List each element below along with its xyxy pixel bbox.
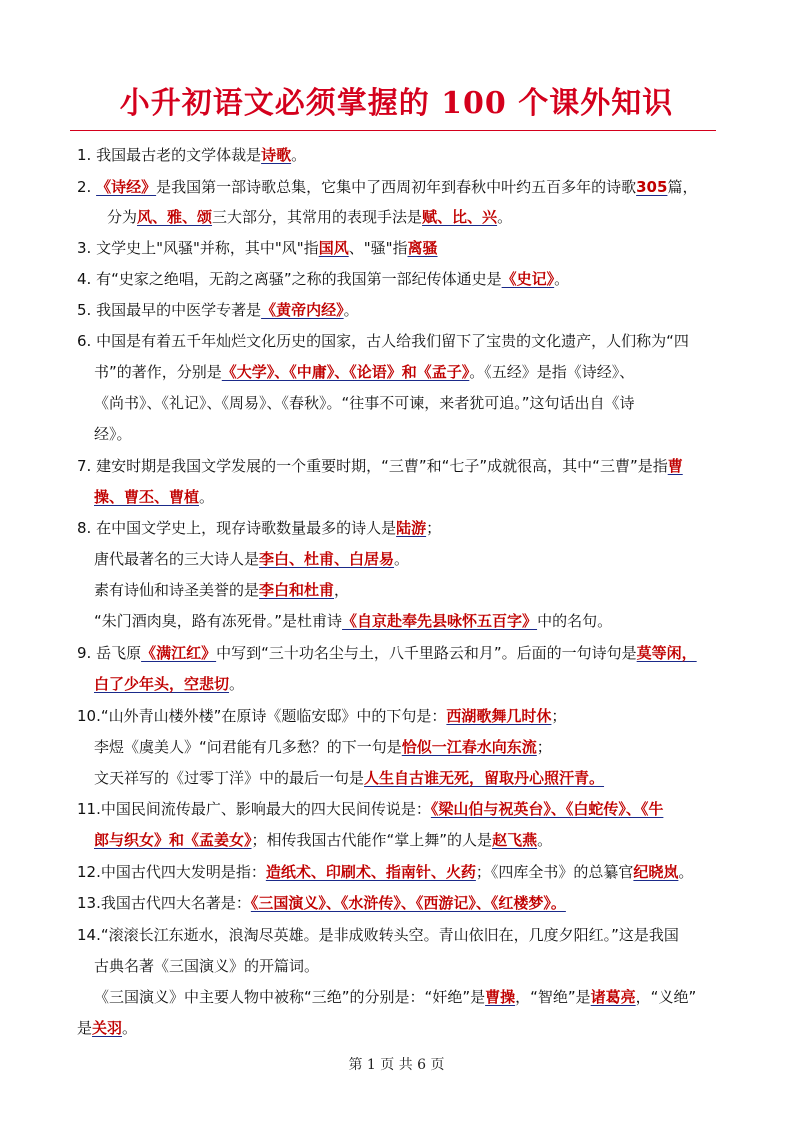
line-text: 《尚书》、《礼记》、《周易》、《春秋》。“往事不可谏，来者犹可追。”这句话出自《诗 (94, 394, 635, 412)
key-answer: 《自京赴奉先县咏怀五百字》 (342, 612, 538, 630)
key-answer: 曹操 (485, 988, 516, 1006)
line-text: 11.中国民间流传最广、影响最大的四大民间传说是： (77, 800, 431, 818)
line-text: 13.我国古代四大名著是： (77, 894, 251, 912)
text-line (94, 549, 409, 569)
line-text: 是我国第一部诗歌总集，它集中了西周初年到春秋中叶约五百多年的诗歌 (156, 178, 637, 196)
key-answer: 人生自古谁无死，留取丹心照汗青。 (364, 769, 605, 787)
key-answer: 《三国演义》、《水浒传》、《西游记》、《红楼梦》。 (250, 894, 566, 912)
key-answer: 操、曹丕、曹植 (94, 488, 200, 506)
key-answer: 《诗经》 (96, 178, 157, 196)
line-text: 。 (229, 675, 245, 693)
line-text: 4. 有“史家之绝唱，无韵之离骚”之称的我国第一部纪传体通史是 (77, 270, 502, 288)
line-text: ， (334, 581, 350, 599)
line-text: 。 (394, 550, 410, 568)
line-text: ，“智绝”是 (515, 988, 591, 1006)
line-text: 9. 岳飞原 (77, 644, 142, 662)
key-answer: 赋、比、兴 (422, 208, 498, 226)
line-text: 唐代最著名的三大诗人是 (94, 550, 260, 568)
text-line (107, 207, 512, 227)
text-line (77, 456, 683, 476)
key-answer: 李白和杜甫 (259, 581, 335, 599)
text-line (77, 893, 566, 913)
key-answer: 离骚 (407, 239, 438, 257)
line-text: 。 (343, 301, 359, 319)
text-line (94, 674, 244, 694)
key-answer: 莫等闲， (636, 644, 697, 662)
key-answer: 《黄帝内经》 (261, 301, 344, 319)
text-line (94, 830, 552, 850)
text-line (77, 269, 569, 289)
line-text: ； (426, 519, 442, 537)
line-text: 6. 中国是有着五千年灿烂文化历史的国家，古人给我们留下了宝贵的文化遗产，人们称为“四 (77, 332, 689, 350)
line-text: 文天祥写的《过零丁洋》中的最后一句是 (94, 769, 365, 787)
key-answer: 郎与织女》和《孟姜女》 (94, 831, 252, 849)
text-line (94, 362, 634, 382)
line-text: 篇， (667, 178, 698, 196)
text-line (94, 611, 612, 631)
line-text: 5. 我国最早的中医学专著是 (77, 301, 262, 319)
text-line (77, 238, 438, 258)
text-line (94, 737, 552, 757)
text-line (94, 987, 696, 1007)
line-text: 8. 在中国文学史上，现存诗歌数量最多的诗人是 (77, 519, 397, 537)
key-answer: 国风 (318, 239, 349, 257)
line-text: 。 (554, 270, 570, 288)
text-line (94, 956, 319, 976)
text-line (77, 1018, 137, 1038)
text-line (94, 487, 214, 507)
line-text: ； (536, 738, 552, 756)
line-text: 。 (199, 488, 215, 506)
key-answer: 305 (636, 178, 668, 196)
text-line (77, 518, 441, 538)
line-text: 《三国演义》中主要人物中被称“三绝”的分别是：“奸绝”是 (94, 988, 486, 1006)
key-answer: 《史记》 (501, 270, 555, 288)
text-line (77, 862, 693, 882)
line-text: 三大部分，其常用的表现手法是 (212, 208, 423, 226)
key-answer: 李白、杜甫、白居易 (259, 550, 395, 568)
line-text: 。 (291, 146, 307, 164)
line-text: ，“义绝” (635, 988, 697, 1006)
key-answer: 恰似一江春水向东流 (401, 738, 537, 756)
line-text: 1. 我国最古老的文学体裁是 (77, 146, 262, 164)
text-line (94, 580, 349, 600)
line-text: 中写到“三十功名尘与土，八千里路云和月”。后面的一句诗句是 (216, 644, 637, 662)
page-title: 小升初语文必须掌握的 100 个课外知识 (119, 86, 674, 121)
text-line (77, 925, 679, 945)
line-text: 。 (537, 831, 553, 849)
line-text: ； (551, 707, 567, 725)
line-text: 10.“山外青山楼外楼”在原诗《题临安邸》中的下句是： (77, 707, 447, 725)
title-divider (70, 130, 716, 131)
key-answer: 西湖歌舞几时休 (446, 707, 552, 725)
key-answer: 关羽 (92, 1019, 123, 1037)
key-answer: 《梁山伯与祝英台》、《白蛇传》、《牛 (430, 800, 664, 818)
line-text: 12.中国古代四大发明是指： (77, 863, 266, 881)
line-text: 素有诗仙和诗圣美誉的是 (94, 581, 260, 599)
line-text: 。 (678, 863, 694, 881)
line-text: 。《五经》是指《诗经》、 (469, 363, 635, 381)
line-text: 。 (122, 1019, 138, 1037)
key-answer: 风、雅、颂 (137, 208, 213, 226)
line-text: 中的名句。 (537, 612, 613, 630)
key-answer: 《大学》、《中庸》、《论语》和《孟子》 (221, 363, 470, 381)
key-answer: 纪晓岚 (633, 863, 679, 881)
key-answer: 诸葛亮 (590, 988, 636, 1006)
key-answer: 造纸术、印刷术、指南针、火药 (265, 863, 476, 881)
key-answer: 白了少年头，空悲切 (94, 675, 230, 693)
text-line (94, 424, 132, 444)
text-line (77, 643, 697, 663)
line-text: 书”的著作，分别是 (94, 363, 222, 381)
line-text: 李煜《虞美人》“问君能有几多愁？的下一句是 (94, 738, 402, 756)
line-text: “朱门酒肉臭，路有冻死骨。”是杜甫诗 (94, 612, 343, 630)
text-line (77, 706, 566, 726)
text-line (77, 177, 697, 197)
line-text: ；《四库全书》的总纂官 (475, 863, 634, 881)
page-footer: 第 1 页 共 6 页 (348, 1057, 445, 1073)
key-answer: 《满江红》 (141, 644, 217, 662)
line-text: 、"骚"指 (348, 239, 408, 257)
key-answer: 赵飞燕 (492, 831, 538, 849)
key-answer: 诗歌 (261, 146, 292, 164)
text-line (94, 768, 604, 788)
line-text: 分为 (107, 208, 138, 226)
line-text: 14.“滚滚长江东逝水，浪淘尽英雄。是非成败转头空。青山依旧在，几度夕阳红。”这是我国 (77, 926, 679, 944)
line-text: 。 (497, 208, 513, 226)
text-line (77, 145, 306, 165)
key-answer: 曹 (667, 457, 683, 475)
line-text: 古典名著《三国演义》的开篇词。 (94, 957, 320, 975)
line-text: 经》。 (94, 425, 132, 443)
line-text: 7. 建安时期是我国文学发展的一个重要时期，“三曹”和“七子”成就很高，其中“三曹”是指 (77, 457, 668, 475)
text-line (77, 331, 689, 351)
text-line (77, 300, 359, 320)
line-text: 2. (77, 178, 97, 196)
line-text: 3. 文学史上"风骚"并称，其中"风"指 (77, 239, 319, 257)
text-line (94, 393, 635, 413)
key-answer: 陆游 (396, 519, 427, 537)
text-line (77, 799, 663, 819)
line-text: ；相传我国古代能作“掌上舞”的人是 (251, 831, 493, 849)
line-text: 是 (77, 1019, 93, 1037)
